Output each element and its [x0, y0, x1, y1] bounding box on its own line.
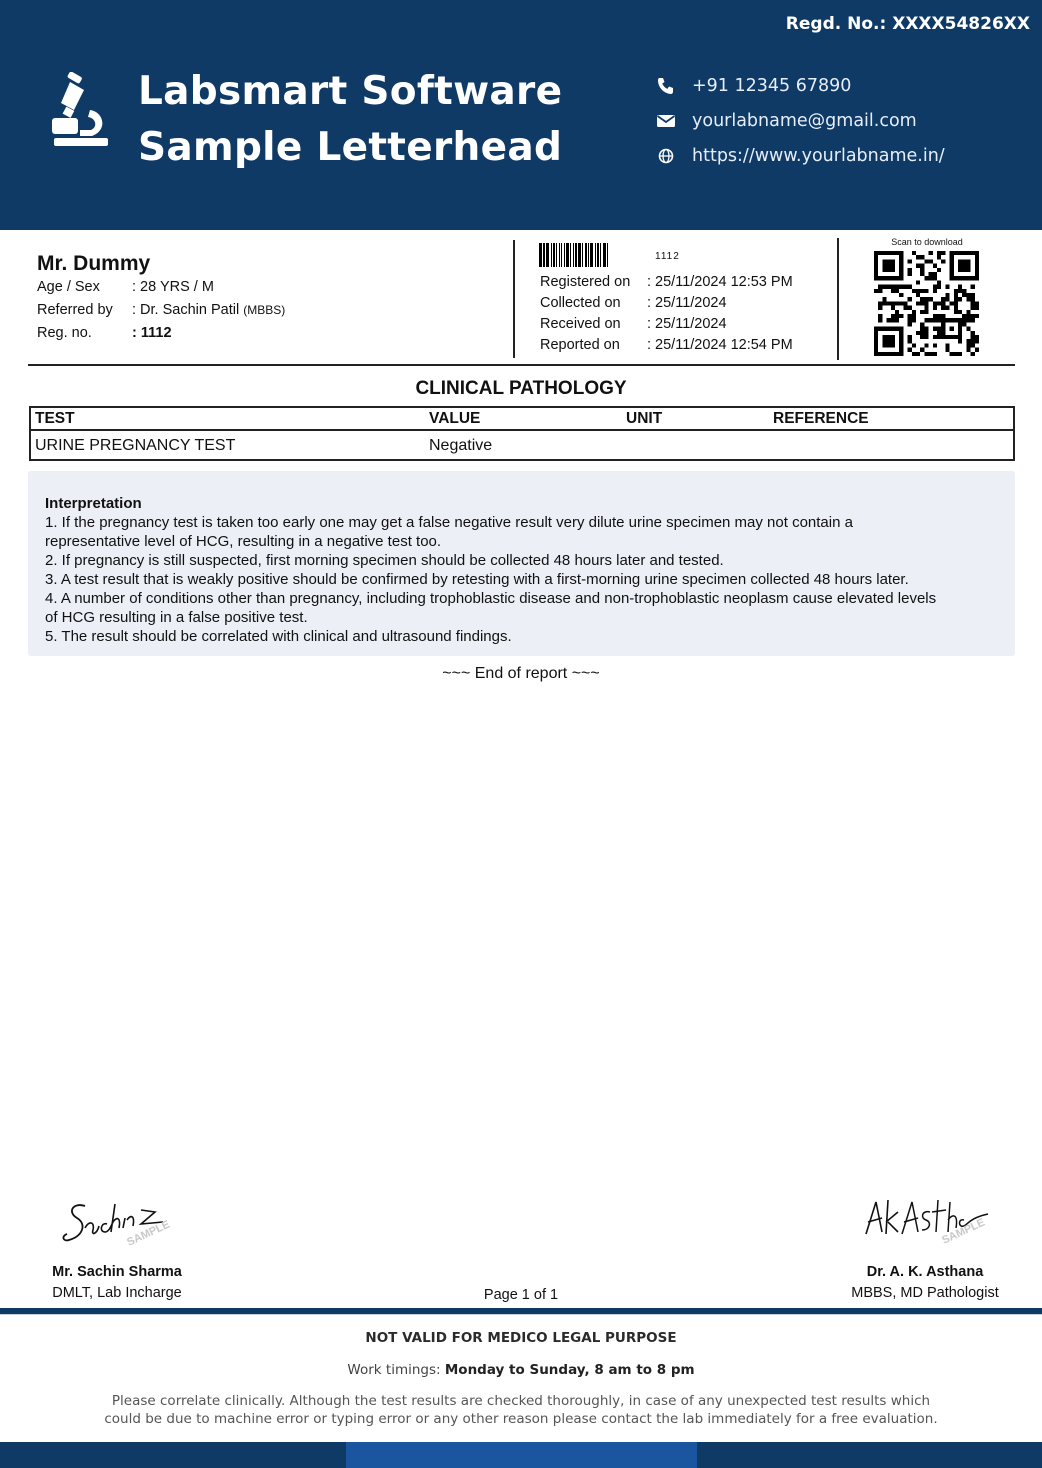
qr-module — [937, 335, 941, 339]
qr-module — [929, 272, 933, 276]
section-title: CLINICAL PATHOLOGY — [415, 378, 627, 399]
qr-module — [895, 318, 899, 322]
qr-module — [933, 343, 937, 347]
qr-module — [945, 343, 949, 347]
qr-module — [933, 327, 937, 331]
qr-module — [895, 289, 899, 293]
qr-module — [933, 335, 937, 339]
microscope-icon — [50, 72, 114, 152]
column-header-test: TEST — [35, 410, 75, 427]
registration-number: Regd. No.: XXXX54826XX — [785, 14, 1030, 34]
qr-module — [971, 306, 975, 310]
qr-module — [924, 259, 928, 263]
qr-module — [924, 331, 928, 335]
qr-module — [916, 255, 920, 259]
phone-icon — [656, 77, 676, 95]
qr-module — [920, 331, 924, 335]
interpretation-line: 5. The result should be correlated with clinical and ultrasound findings. — [45, 628, 512, 645]
qr-module — [958, 297, 962, 301]
qr-module — [899, 301, 903, 305]
qr-module — [954, 289, 958, 293]
interpretation-title: Interpretation — [45, 495, 142, 512]
qr-module — [908, 348, 912, 352]
email-address: yourlabname@gmail.com — [692, 110, 917, 131]
website-url: https://www.yourlabname.in/ — [692, 145, 945, 166]
signature-right — [858, 1192, 998, 1252]
qr-module — [941, 314, 945, 318]
qr-module — [941, 301, 945, 305]
qr-module — [895, 285, 899, 289]
qr-module — [924, 327, 928, 331]
brand-line-2: Sample Letterhead — [138, 125, 563, 170]
qr-module — [899, 293, 903, 297]
qr-module — [882, 301, 886, 305]
qr-module — [966, 293, 970, 297]
divider — [28, 364, 1015, 366]
qr-module — [954, 301, 958, 305]
qr-module — [920, 272, 924, 276]
qr-module — [958, 259, 971, 272]
qr-module — [937, 251, 941, 255]
qr-module — [929, 297, 933, 301]
qr-module — [950, 352, 954, 356]
qr-module — [929, 251, 933, 255]
qr-module — [924, 289, 928, 293]
interpretation-line: 2. If pregnancy is still suspected, first morning specimen should be collected 48 hours later and tested. — [45, 552, 724, 569]
qr-module — [908, 297, 912, 301]
divider — [513, 240, 515, 358]
qr-module — [941, 259, 945, 263]
qr-module — [878, 314, 882, 318]
qr-module — [887, 301, 891, 305]
work-timings-value: Monday to Sunday, 8 am to 8 pm — [444, 1362, 695, 1378]
reported-on-label: Reported on — [540, 337, 620, 353]
qr-module — [908, 314, 912, 318]
qr-module — [920, 264, 924, 268]
received-on-label: Received on — [540, 316, 621, 332]
qr-caption: Scan to download — [891, 237, 963, 247]
qr-module — [929, 259, 933, 263]
collected-on-value: : 25/11/2024 — [647, 295, 727, 311]
age-sex-value: : 28 YRS / M — [132, 279, 214, 295]
qr-module — [954, 297, 958, 301]
qr-module — [920, 322, 924, 326]
signatory-left-name: Mr. Sachin Sharma — [52, 1264, 182, 1280]
qr-module — [924, 276, 928, 280]
letterhead-header — [0, 0, 1042, 230]
barcode-bar — [608, 243, 610, 267]
qr-module — [924, 306, 928, 310]
qr-module — [971, 339, 975, 343]
qr-module — [920, 327, 924, 331]
contact-phone — [656, 68, 945, 103]
qr-module — [908, 335, 912, 339]
qr-module — [912, 352, 916, 356]
disclaimer-line: Please correlate clinically. Although the test results are checked thoroughly, in case of any unexpected test results which — [111, 1393, 931, 1409]
interpretation-line: 3. A test result that is weakly positive should be confirmed by retesting with a first-morning urine specimen collected 48 hours later. — [45, 571, 909, 588]
qr-module — [878, 289, 882, 293]
qr-module — [975, 348, 979, 352]
qr-module — [962, 318, 966, 322]
table-row — [31, 433, 1013, 459]
qr-module — [908, 285, 912, 289]
qr-module — [916, 293, 920, 297]
qr-module — [962, 289, 966, 293]
referring-doctor: : Dr. Sachin Patil — [132, 302, 240, 318]
qr-module — [908, 306, 912, 310]
qr-module — [924, 343, 928, 347]
qr-module — [966, 327, 970, 331]
qr-module — [924, 301, 928, 305]
qr-module — [891, 306, 895, 310]
referred-by-value — [132, 302, 285, 318]
qr-module — [962, 293, 966, 297]
divider — [0, 1314, 1042, 1315]
qr-module — [941, 306, 945, 310]
qr-module — [962, 314, 966, 318]
qr-module — [891, 285, 895, 289]
qr-module — [958, 310, 962, 314]
qr-module — [945, 293, 949, 297]
qr-module — [966, 297, 970, 301]
qr-module — [908, 259, 912, 263]
qr-module — [971, 301, 975, 305]
phone-number: +91 12345 67890 — [692, 75, 852, 96]
qr-module — [903, 301, 907, 305]
qr-module — [933, 301, 937, 305]
qr-module — [887, 318, 891, 322]
qr-module — [941, 297, 945, 301]
qr-module — [971, 314, 975, 318]
qr-module — [920, 255, 924, 259]
qr-module — [937, 318, 941, 322]
qr-module — [891, 289, 895, 293]
qr-module — [920, 310, 924, 314]
qr-module — [912, 251, 916, 255]
qr-module — [958, 352, 962, 356]
qr-module — [937, 280, 941, 284]
registered-on-label: Registered on — [540, 274, 631, 290]
reg-no-value: : 1112 — [132, 325, 172, 341]
qr-module — [966, 314, 970, 318]
qr-module — [933, 272, 937, 276]
qr-module — [971, 352, 975, 356]
qr-module — [891, 318, 895, 322]
qr-module — [933, 285, 937, 289]
column-header-unit: UNIT — [626, 410, 663, 427]
qr-module — [920, 301, 924, 305]
qr-module — [937, 301, 941, 305]
qr-module — [937, 331, 941, 335]
reg-no-label: Reg. no. — [37, 325, 92, 341]
qr-module — [912, 310, 916, 314]
globe-icon — [656, 147, 676, 165]
qr-module — [966, 339, 970, 343]
contact-email — [656, 103, 945, 138]
qr-module — [929, 352, 933, 356]
qr-module — [950, 301, 954, 305]
contact-website — [656, 138, 945, 173]
signatory-left-qualification: DMLT, Lab Incharge — [52, 1285, 182, 1301]
envelope-icon — [656, 112, 676, 130]
qr-module — [933, 276, 937, 280]
qr-module — [958, 289, 962, 293]
sample-stamp: SAMPLE — [125, 1218, 172, 1249]
qr-module — [916, 289, 920, 293]
qr-module — [895, 310, 899, 314]
contact-block — [656, 68, 945, 173]
patient-name: Mr. Dummy — [37, 252, 151, 275]
qr-module — [920, 289, 924, 293]
test-value: Negative — [429, 437, 493, 454]
signatory-right-qualification: MBBS, MD Pathologist — [851, 1285, 999, 1301]
qr-module — [924, 318, 928, 322]
registered-on-value: : 25/11/2024 12:53 PM — [647, 274, 793, 290]
footer-bottom-accent — [346, 1442, 697, 1468]
qr-module — [908, 268, 912, 272]
qr-module — [882, 285, 886, 289]
qr-module — [950, 327, 954, 331]
qr-module — [878, 285, 882, 289]
qr-module — [912, 314, 916, 318]
qr-module — [887, 285, 891, 289]
sample-stamp: SAMPLE — [940, 1216, 987, 1247]
qr-module — [971, 293, 975, 297]
qr-module — [933, 352, 937, 356]
qr-module — [929, 276, 933, 280]
qr-module — [971, 331, 975, 335]
qr-module — [908, 322, 912, 326]
work-timings — [0, 1362, 1042, 1378]
qr-module — [912, 289, 916, 293]
lab-brand-name — [138, 64, 562, 176]
qr-module — [895, 314, 899, 318]
barcode-number: 1112 — [655, 251, 680, 262]
qr-module — [933, 318, 937, 322]
column-header-value: VALUE — [429, 410, 481, 427]
results-header-row — [31, 408, 1013, 431]
qr-module — [920, 348, 924, 352]
qr-module — [878, 318, 882, 322]
qr-module — [954, 293, 958, 297]
qr-module — [916, 352, 920, 356]
qr-code[interactable] — [874, 251, 979, 356]
qr-module — [975, 314, 979, 318]
qr-module — [929, 318, 933, 322]
qr-module — [937, 327, 941, 331]
qr-module — [916, 331, 920, 335]
qr-module — [903, 306, 907, 310]
qr-module — [920, 335, 924, 339]
qr-module — [895, 301, 899, 305]
qr-module — [912, 318, 916, 322]
signatory-right-name: Dr. A. K. Asthana — [866, 1264, 984, 1280]
qr-module — [899, 285, 903, 289]
qr-module — [937, 268, 941, 272]
qr-module — [916, 264, 920, 268]
qr-module — [878, 306, 882, 310]
work-timings-label: Work timings: — [347, 1362, 441, 1378]
qr-module — [933, 314, 937, 318]
qr-module — [874, 289, 878, 293]
qr-module — [971, 285, 975, 289]
interpretation-box — [28, 471, 1015, 656]
qr-module — [941, 251, 945, 255]
test-name: URINE PREGNANCY TEST — [35, 437, 236, 454]
brand-line-1: Labsmart Software — [138, 69, 563, 114]
signature-left — [55, 1196, 185, 1256]
qr-module — [882, 259, 895, 272]
qr-module — [933, 289, 937, 293]
received-on-value: : 25/11/2024 — [647, 316, 727, 332]
qr-module — [954, 352, 958, 356]
results-table — [29, 406, 1015, 461]
qr-module — [954, 310, 958, 314]
age-sex-label: Age / Sex — [37, 279, 100, 295]
disclaimer-line: could be due to machine error or typing error or any other reason please contact the lab immediately for a free evaluation. — [104, 1410, 938, 1427]
qr-module — [975, 335, 979, 339]
qr-module — [945, 306, 949, 310]
qr-module — [899, 314, 903, 318]
qr-module — [962, 322, 966, 326]
qr-module — [933, 306, 937, 310]
interpretation-line: 4. A number of conditions other than pregnancy, including trophoblastic disease and non-trophoblastic neoplasm cause elevated levels — [45, 590, 937, 607]
qr-module — [924, 352, 928, 356]
qr-module — [937, 285, 941, 289]
referred-by-label: Referred by — [37, 302, 113, 318]
qr-module — [908, 318, 912, 322]
qr-module — [966, 343, 970, 347]
qr-module — [975, 306, 979, 310]
qr-module — [971, 318, 975, 322]
qr-module — [937, 314, 941, 318]
page-number: Page 1 of 1 — [483, 1287, 559, 1303]
interpretation-line: representative level of HCG, resulting in a negative test too. — [45, 533, 442, 550]
collected-on-label: Collected on — [540, 295, 621, 311]
qr-module — [908, 339, 912, 343]
barcode — [539, 243, 610, 267]
qr-module — [882, 297, 886, 301]
qr-module — [891, 301, 895, 305]
qr-module — [924, 310, 928, 314]
qr-module — [920, 297, 924, 301]
qr-module — [882, 335, 895, 348]
qr-module — [945, 348, 949, 352]
qr-module — [891, 314, 895, 318]
qr-module — [966, 318, 970, 322]
interpretation-line: of HCG resulting in a false positive test. — [45, 609, 308, 626]
footer-disclaimer — [95, 1393, 947, 1428]
qr-module — [916, 280, 920, 284]
qr-module — [903, 285, 907, 289]
qr-module — [954, 306, 958, 310]
qr-module — [975, 339, 979, 343]
qr-module — [924, 335, 928, 339]
qr-module — [908, 272, 912, 276]
qr-module — [924, 297, 928, 301]
qr-module — [912, 343, 916, 347]
footer-bottom-bar — [0, 1442, 1042, 1468]
footer-title: NOT VALID FOR MEDICO LEGAL PURPOSE — [365, 1330, 677, 1346]
qr-module — [933, 264, 937, 268]
qr-module — [971, 335, 975, 339]
qr-module — [945, 297, 949, 301]
column-header-reference: REFERENCE — [773, 410, 869, 427]
reported-on-value: : 25/11/2024 12:54 PM — [647, 337, 793, 353]
qr-module — [958, 339, 962, 343]
interpretation-line: 1. If the pregnancy test is taken too early one may get a false negative result very dilute urine specimen may not contain a — [45, 514, 853, 531]
qr-module — [958, 285, 962, 289]
qr-module — [966, 348, 970, 352]
qr-module — [971, 343, 975, 347]
qr-module — [966, 310, 970, 314]
qr-module — [878, 301, 882, 305]
end-of-report: ~~~ End of report ~~~ — [442, 665, 600, 682]
referring-doctor-qualification: (MBBS) — [243, 303, 286, 317]
qr-module — [937, 255, 941, 259]
divider — [837, 238, 839, 360]
qr-module — [971, 297, 975, 301]
qr-module — [920, 268, 924, 272]
qr-module — [975, 301, 979, 305]
qr-module — [916, 301, 920, 305]
qr-module — [945, 285, 949, 289]
